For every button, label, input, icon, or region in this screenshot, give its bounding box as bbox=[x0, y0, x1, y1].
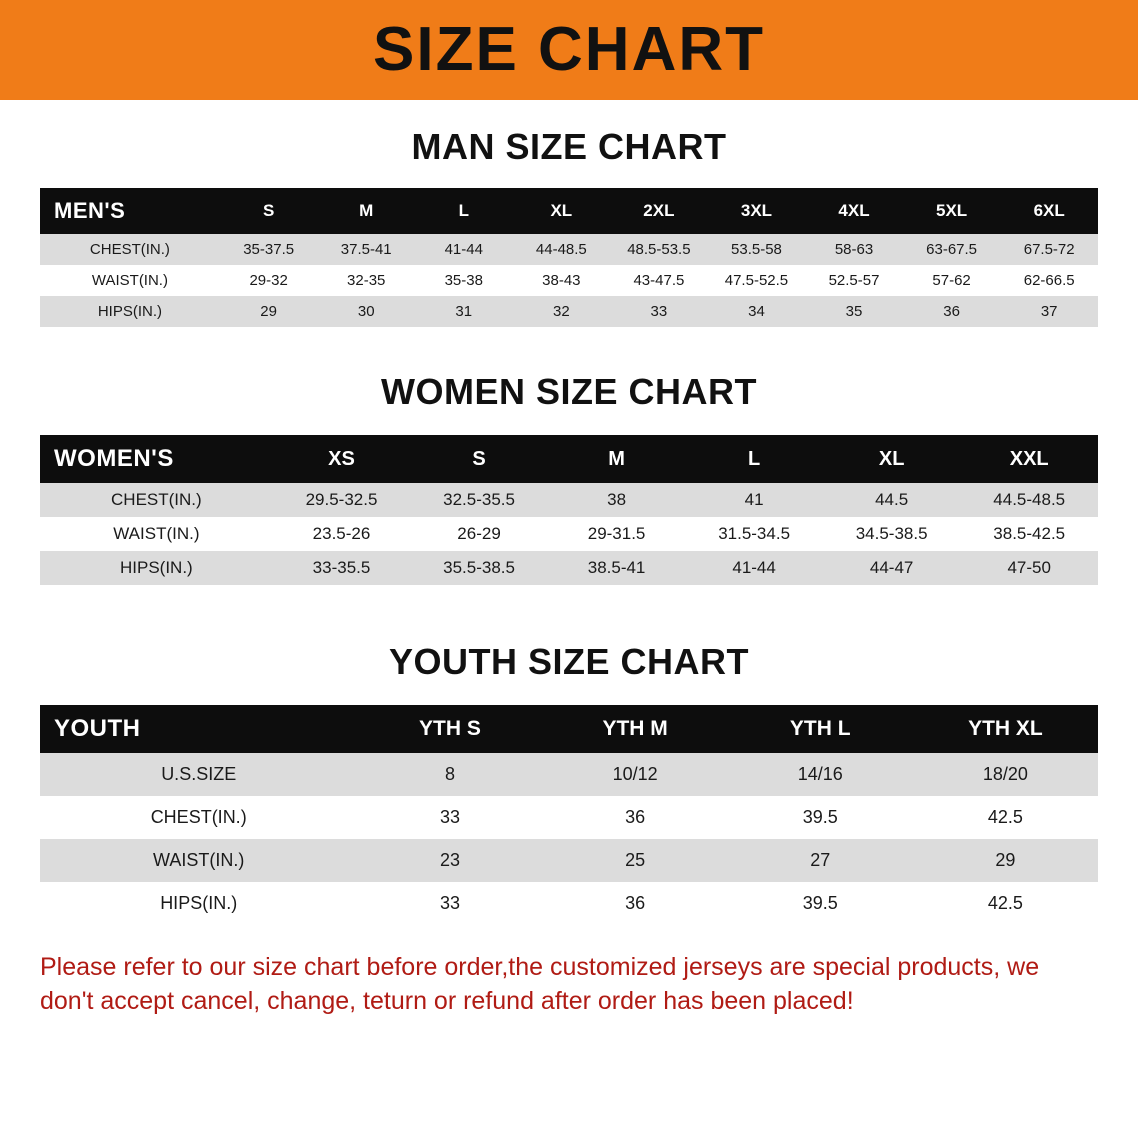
page-title: SIZE CHART bbox=[373, 15, 765, 84]
table-cell: 38.5-42.5 bbox=[960, 517, 1098, 551]
table-cell: 48.5-53.5 bbox=[610, 234, 708, 265]
table-header-row bbox=[40, 435, 1098, 483]
table-cell: 32.5-35.5 bbox=[410, 483, 548, 517]
table-cell: 23.5-26 bbox=[273, 517, 411, 551]
column-header: L bbox=[748, 447, 761, 470]
table-cell: 35.5-38.5 bbox=[410, 551, 548, 585]
man-size-table bbox=[40, 188, 1098, 327]
column-header: XXL bbox=[1009, 447, 1049, 470]
man-table-wrapper bbox=[0, 188, 1138, 327]
table-cell: 33 bbox=[610, 296, 708, 327]
table-cell: 23 bbox=[357, 839, 542, 882]
table-cell: 47.5-52.5 bbox=[708, 265, 806, 296]
table-cell: 44.5 bbox=[823, 483, 961, 517]
youth-table-wrapper bbox=[0, 705, 1138, 925]
table-row bbox=[40, 796, 1098, 839]
table-row bbox=[40, 839, 1098, 882]
man-section-heading: MAN SIZE CHART bbox=[411, 126, 727, 167]
table-cell: 63-67.5 bbox=[903, 234, 1001, 265]
table-cell: 38.5-41 bbox=[548, 551, 686, 585]
table-cell: 34.5-38.5 bbox=[823, 517, 961, 551]
table-cell: 31 bbox=[415, 296, 513, 327]
table-cell: 42.5 bbox=[913, 882, 1098, 925]
column-header: L bbox=[458, 201, 469, 220]
table-corner-label: WOMEN'S bbox=[54, 445, 174, 472]
table-cell: 18/20 bbox=[913, 753, 1098, 796]
table-corner-label: YOUTH bbox=[54, 715, 141, 742]
column-header: XL bbox=[550, 201, 573, 220]
table-corner-label: MEN'S bbox=[54, 198, 126, 223]
table-header-row bbox=[40, 705, 1098, 753]
banner bbox=[0, 0, 1138, 100]
table-cell: 47-50 bbox=[960, 551, 1098, 585]
column-header: M bbox=[608, 447, 625, 470]
women-table-body bbox=[40, 483, 1098, 585]
table-cell: 52.5-57 bbox=[805, 265, 903, 296]
table-cell: 30 bbox=[317, 296, 415, 327]
table-row bbox=[40, 296, 1098, 327]
row-label: CHEST(IN.) bbox=[40, 483, 273, 517]
table-cell: 38 bbox=[548, 483, 686, 517]
row-label: HIPS(IN.) bbox=[40, 882, 357, 925]
table-cell: 26-29 bbox=[410, 517, 548, 551]
table-cell: 37 bbox=[1000, 296, 1098, 327]
column-header: 4XL bbox=[838, 201, 870, 220]
column-header: S bbox=[472, 447, 486, 470]
row-label: WAIST(IN.) bbox=[40, 265, 220, 296]
table-cell: 62-66.5 bbox=[1000, 265, 1098, 296]
table-cell: 29 bbox=[220, 296, 318, 327]
youth-table-body bbox=[40, 753, 1098, 925]
youth-table-head bbox=[40, 705, 1098, 753]
man-table-body bbox=[40, 234, 1098, 327]
row-label: HIPS(IN.) bbox=[40, 551, 273, 585]
table-cell: 10/12 bbox=[543, 753, 728, 796]
table-cell: 31.5-34.5 bbox=[685, 517, 823, 551]
order-policy-note: Please refer to our size chart before order,the customized jerseys are special products, we don't accept cancel, change, teturn or refund after order has been placed! bbox=[40, 953, 1040, 1015]
column-header: YTH M bbox=[602, 717, 668, 740]
table-cell: 58-63 bbox=[805, 234, 903, 265]
table-cell: 33-35.5 bbox=[273, 551, 411, 585]
row-label: CHEST(IN.) bbox=[40, 234, 220, 265]
table-cell: 32 bbox=[513, 296, 611, 327]
column-header: S bbox=[262, 201, 275, 220]
column-header: 5XL bbox=[935, 201, 968, 220]
table-cell: 44-47 bbox=[823, 551, 961, 585]
table-cell: 33 bbox=[357, 796, 542, 839]
row-label: WAIST(IN.) bbox=[40, 517, 273, 551]
table-cell: 35-37.5 bbox=[220, 234, 318, 265]
youth-size-table bbox=[40, 705, 1098, 925]
women-section-heading: WOMEN SIZE CHART bbox=[381, 371, 757, 412]
table-cell: 53.5-58 bbox=[708, 234, 806, 265]
column-header: M bbox=[359, 201, 374, 220]
table-cell: 39.5 bbox=[728, 882, 913, 925]
table-cell: 29 bbox=[913, 839, 1098, 882]
column-header: YTH L bbox=[789, 717, 851, 740]
table-cell: 36 bbox=[543, 796, 728, 839]
table-cell: 36 bbox=[903, 296, 1001, 327]
table-cell: 36 bbox=[543, 882, 728, 925]
table-cell: 33 bbox=[357, 882, 542, 925]
table-row bbox=[40, 483, 1098, 517]
column-header: 3XL bbox=[740, 201, 773, 220]
column-header: 2XL bbox=[643, 201, 675, 220]
row-label: U.S.SIZE bbox=[40, 753, 357, 796]
table-cell: 29-32 bbox=[220, 265, 318, 296]
table-cell: 32-35 bbox=[317, 265, 415, 296]
women-size-table bbox=[40, 435, 1098, 585]
table-cell: 67.5-72 bbox=[1000, 234, 1098, 265]
table-row bbox=[40, 234, 1098, 265]
table-cell: 35-38 bbox=[415, 265, 513, 296]
table-cell: 29.5-32.5 bbox=[273, 483, 411, 517]
table-row bbox=[40, 517, 1098, 551]
table-cell: 37.5-41 bbox=[317, 234, 415, 265]
table-cell: 44-48.5 bbox=[513, 234, 611, 265]
table-row bbox=[40, 265, 1098, 296]
women-table-head bbox=[40, 435, 1098, 483]
man-table-head bbox=[40, 188, 1098, 234]
row-label: CHEST(IN.) bbox=[40, 796, 357, 839]
column-header: XS bbox=[328, 447, 355, 470]
table-cell: 39.5 bbox=[728, 796, 913, 839]
table-cell: 34 bbox=[708, 296, 806, 327]
table-cell: 41 bbox=[685, 483, 823, 517]
column-header: 6XL bbox=[1033, 201, 1065, 220]
column-header: YTH XL bbox=[968, 717, 1043, 740]
row-label: HIPS(IN.) bbox=[40, 296, 220, 327]
table-cell: 14/16 bbox=[728, 753, 913, 796]
table-cell: 35 bbox=[805, 296, 903, 327]
table-cell: 41-44 bbox=[685, 551, 823, 585]
row-label: WAIST(IN.) bbox=[40, 839, 357, 882]
column-header: XL bbox=[878, 447, 905, 470]
table-cell: 42.5 bbox=[913, 796, 1098, 839]
column-header: YTH S bbox=[419, 717, 481, 740]
table-cell: 38-43 bbox=[513, 265, 611, 296]
table-cell: 41-44 bbox=[415, 234, 513, 265]
table-cell: 43-47.5 bbox=[610, 265, 708, 296]
table-cell: 57-62 bbox=[903, 265, 1001, 296]
table-header-row bbox=[40, 188, 1098, 234]
table-row bbox=[40, 753, 1098, 796]
women-table-wrapper bbox=[0, 435, 1138, 585]
table-cell: 27 bbox=[728, 839, 913, 882]
table-cell: 29-31.5 bbox=[548, 517, 686, 551]
table-row bbox=[40, 551, 1098, 585]
table-cell: 44.5-48.5 bbox=[960, 483, 1098, 517]
table-cell: 8 bbox=[357, 753, 542, 796]
youth-section-heading: YOUTH SIZE CHART bbox=[388, 641, 749, 682]
table-row bbox=[40, 882, 1098, 925]
table-cell: 25 bbox=[543, 839, 728, 882]
